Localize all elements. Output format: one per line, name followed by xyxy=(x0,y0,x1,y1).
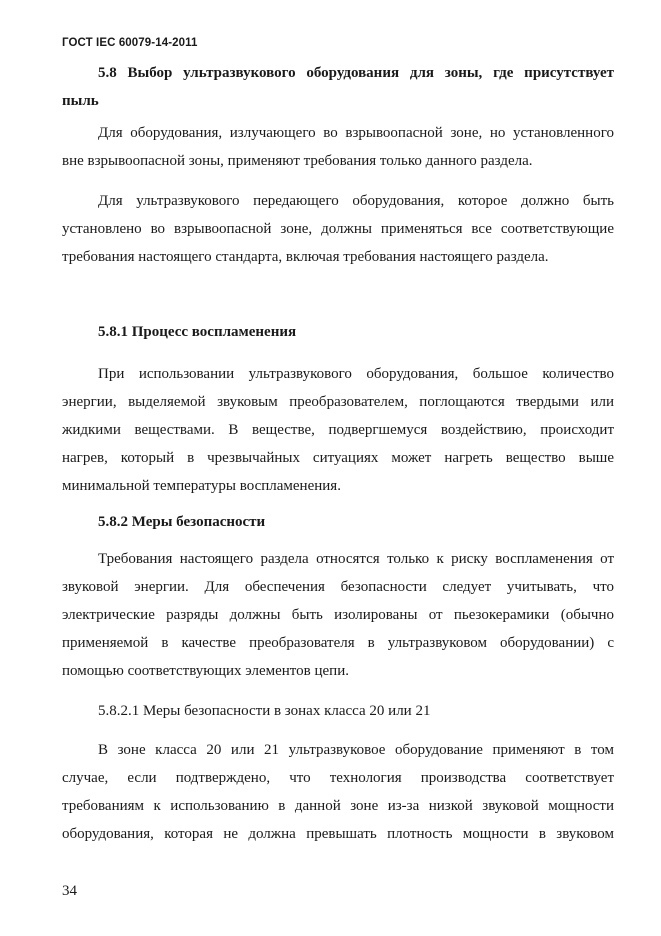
heading-text: 5.8.2 Меры безопасности xyxy=(98,514,266,530)
paragraph-line: нагрев, который в чрезвычайных ситуациях может нагреть вещество выше xyxy=(62,450,614,466)
paragraph-line: Для ультразвукового передающего оборудования, которое должно быть xyxy=(98,193,614,209)
paragraph-line: звуковой энергии. Для обеспечения безопасности следует учитывать, что xyxy=(62,579,614,595)
page-number: 34 xyxy=(62,883,77,899)
paragraph-line: установлено во взрывоопасной зоне, должны применяться все соответствующие xyxy=(62,221,614,237)
paragraph-line: применяемой в качестве преобразователя в ультразвуковом оборудовании) с xyxy=(62,635,614,651)
section-5-8-1-heading xyxy=(62,318,614,346)
heading-text: 5.8.2.1 Меры безопасности в зонах класса 20 или 21 xyxy=(98,703,431,719)
paragraph-line: случае, если подтверждено, что технология производства соответствует xyxy=(62,770,614,786)
section-5-8-paragraph-2 xyxy=(62,187,614,271)
heading-text: 5.8.1 Процесс воспламенения xyxy=(98,324,297,340)
section-5-8-heading-line: пыль xyxy=(62,93,99,109)
section-5-8-heading-line: 5.8 Выбор ультразвукового оборудования для зоны, где присутствует xyxy=(98,65,614,81)
section-5-8-paragraph-1 xyxy=(62,119,614,175)
section-5-8-heading xyxy=(62,59,614,115)
section-5-8-2-paragraph xyxy=(62,545,614,685)
paragraph-line: минимальной температуры воспламенения. xyxy=(62,478,341,494)
paragraph-line: В зоне класса 20 или 21 ультразвуковое оборудование применяют в том xyxy=(98,742,614,758)
paragraph-line: энергии, выделяемой звуковым преобразователем, поглощаются твердыми или xyxy=(62,394,614,410)
section-5-8-2-1-heading xyxy=(62,697,614,725)
paragraph-line: вне взрывоопасной зоны, применяют требования только данного раздела. xyxy=(62,153,533,169)
section-5-8-2-1-paragraph xyxy=(62,736,614,848)
paragraph-line: требованиям к использованию в данной зоне из-за низкой звуковой мощности xyxy=(62,798,614,814)
paragraph-line: оборудования, которая не должна превышать плотность мощности в звуковом xyxy=(62,826,614,842)
paragraph-line: требования настоящего стандарта, включая требования настоящего раздела. xyxy=(62,249,549,265)
paragraph-line: Для оборудования, излучающего во взрывоопасной зоне, но установленного xyxy=(98,125,614,141)
section-5-8-1-paragraph xyxy=(62,360,614,500)
paragraph-line: помощью соответствующих элементов цепи. xyxy=(62,663,349,679)
section-5-8-2-heading xyxy=(62,508,614,536)
paragraph-line: Требования настоящего раздела относятся только к риску воспламенения от xyxy=(98,551,614,567)
paragraph-line: электрические разряды должны быть изолированы от пьезокерамики (обычно xyxy=(62,607,614,623)
standard-header: ГОСТ IEC 60079-14-2011 xyxy=(62,37,198,49)
paragraph-line: жидкими веществами. В веществе, подвергшемуся воздействию, происходит xyxy=(62,422,614,438)
paragraph-line: При использовании ультразвукового оборудования, большое количество xyxy=(98,366,614,382)
